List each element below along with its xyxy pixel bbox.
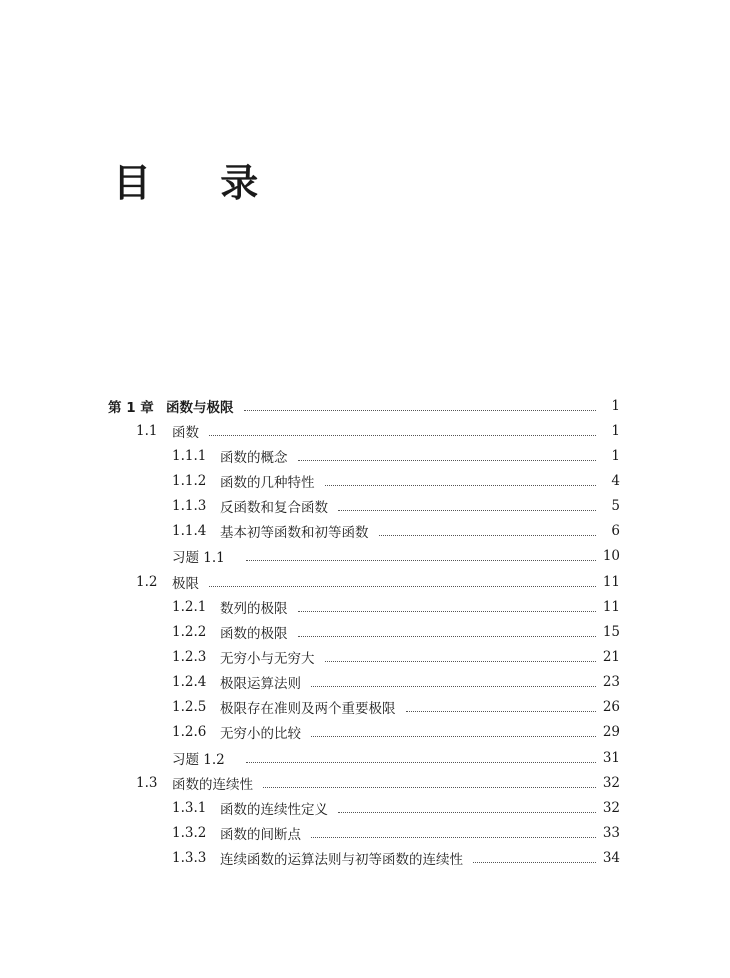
toc-page-number: 31 xyxy=(602,750,620,766)
toc-label: 函数与极限 xyxy=(166,400,234,416)
toc-label: 无穷小与无穷大 xyxy=(220,651,315,667)
toc-label: 无穷小的比较 xyxy=(220,726,301,742)
toc-page-number: 10 xyxy=(602,548,620,564)
toc-number: 1.2.4 xyxy=(172,674,207,690)
toc-page-number: 34 xyxy=(602,850,620,866)
dot-leader xyxy=(338,811,596,813)
dot-leader xyxy=(311,735,596,737)
toc-entry-1-1[interactable] xyxy=(136,419,620,443)
dot-leader xyxy=(246,559,596,561)
dot-leader xyxy=(298,635,597,637)
dot-leader xyxy=(473,861,596,863)
toc-label: 基本初等函数和初等函数 xyxy=(220,525,369,541)
toc-number: 第 1 章 xyxy=(108,400,154,416)
toc-page-number: 1 xyxy=(611,448,620,464)
toc-label: 数列的极限 xyxy=(220,601,288,617)
toc-entry-1-1-2[interactable] xyxy=(172,469,620,493)
toc-label: 函数的间断点 xyxy=(220,827,301,843)
toc-number: 1.1 xyxy=(136,423,158,439)
toc-number: 1.2.2 xyxy=(172,624,207,640)
dot-leader xyxy=(325,660,597,662)
toc-page-number: 21 xyxy=(602,649,620,665)
dot-leader xyxy=(298,459,597,461)
toc-entry-1-2-6[interactable] xyxy=(172,720,620,744)
toc-label: 函数 xyxy=(172,425,199,441)
toc-entry-1-3-2[interactable] xyxy=(172,821,620,845)
dot-leader xyxy=(325,484,597,486)
toc-label: 函数的连续性定义 xyxy=(220,802,328,818)
toc-page-number: 11 xyxy=(602,574,620,590)
toc-label: 反函数和复合函数 xyxy=(220,500,328,516)
dot-leader xyxy=(246,761,596,763)
toc-entry-1-2-3[interactable] xyxy=(172,645,620,669)
toc-page-number: 26 xyxy=(602,699,620,715)
toc-entry-1-1-3[interactable] xyxy=(172,494,620,518)
toc-entry-1-3-1[interactable] xyxy=(172,796,620,820)
toc-page-number: 23 xyxy=(602,674,620,690)
toc-page-number: 32 xyxy=(602,800,620,816)
dot-leader xyxy=(244,409,597,411)
dot-leader xyxy=(209,434,596,436)
toc-entry-1-2-2[interactable] xyxy=(172,620,620,644)
dot-leader xyxy=(311,836,596,838)
toc-label: 极限存在准则及两个重要极限 xyxy=(220,701,396,717)
toc-page-number: 5 xyxy=(611,498,620,514)
toc-page-number: 11 xyxy=(602,599,620,615)
toc-entry-1-1-1[interactable] xyxy=(172,444,620,468)
toc-label: 函数的几种特性 xyxy=(220,475,315,491)
toc-label: 函数的概念 xyxy=(220,450,288,466)
dot-leader xyxy=(209,585,596,587)
toc-number: 1.3 xyxy=(136,775,158,791)
dot-leader xyxy=(311,685,596,687)
toc-entry-chapter-1[interactable] xyxy=(108,394,620,418)
toc-number: 1.2.5 xyxy=(172,699,207,715)
toc-label: 函数的极限 xyxy=(220,626,288,642)
toc-entry-1-3[interactable] xyxy=(136,771,620,795)
toc-label: 极限 xyxy=(172,576,199,592)
toc-label: 习题 1.1 xyxy=(172,550,225,566)
toc-label: 函数的连续性 xyxy=(172,777,253,793)
toc-label: 习题 1.2 xyxy=(172,752,225,768)
toc-number: 1.2.1 xyxy=(172,599,207,615)
toc-entry-1-2[interactable] xyxy=(136,570,620,594)
toc-page-number: 6 xyxy=(611,523,620,539)
toc-entry-exercise-1-1[interactable] xyxy=(172,544,620,568)
toc-number: 1.2 xyxy=(136,574,158,590)
toc-number: 1.1.4 xyxy=(172,523,207,539)
toc-page-number: 15 xyxy=(602,624,620,640)
page-title: 目 录 xyxy=(113,161,287,205)
toc-number: 1.1.2 xyxy=(172,473,207,489)
toc-number: 1.1.3 xyxy=(172,498,207,514)
toc-number: 1.3.3 xyxy=(172,850,207,866)
toc-number: 1.3.1 xyxy=(172,800,207,816)
toc-entry-1-2-4[interactable] xyxy=(172,670,620,694)
toc-entry-1-2-5[interactable] xyxy=(172,695,620,719)
toc-label: 极限运算法则 xyxy=(220,676,301,692)
toc-page-number: 29 xyxy=(602,724,620,740)
dot-leader xyxy=(338,509,596,511)
toc-number: 1.3.2 xyxy=(172,825,207,841)
dot-leader xyxy=(379,534,597,536)
toc-entry-1-1-4[interactable] xyxy=(172,519,620,543)
toc-entry-exercise-1-2[interactable] xyxy=(172,746,620,770)
toc-number: 1.2.3 xyxy=(172,649,207,665)
toc-page-number: 1 xyxy=(611,423,620,439)
dot-leader xyxy=(263,786,596,788)
toc-number: 1.1.1 xyxy=(172,448,207,464)
toc-page-number: 32 xyxy=(602,775,620,791)
toc-page-number: 4 xyxy=(611,473,620,489)
toc-entry-1-2-1[interactable] xyxy=(172,595,620,619)
toc-page-number: 1 xyxy=(611,398,620,414)
toc-page-number: 33 xyxy=(602,825,620,841)
toc-label: 连续函数的运算法则与初等函数的连续性 xyxy=(220,852,463,868)
toc-number: 1.2.6 xyxy=(172,724,207,740)
dot-leader xyxy=(406,710,597,712)
toc-entry-1-3-3[interactable] xyxy=(172,846,620,870)
dot-leader xyxy=(298,610,597,612)
